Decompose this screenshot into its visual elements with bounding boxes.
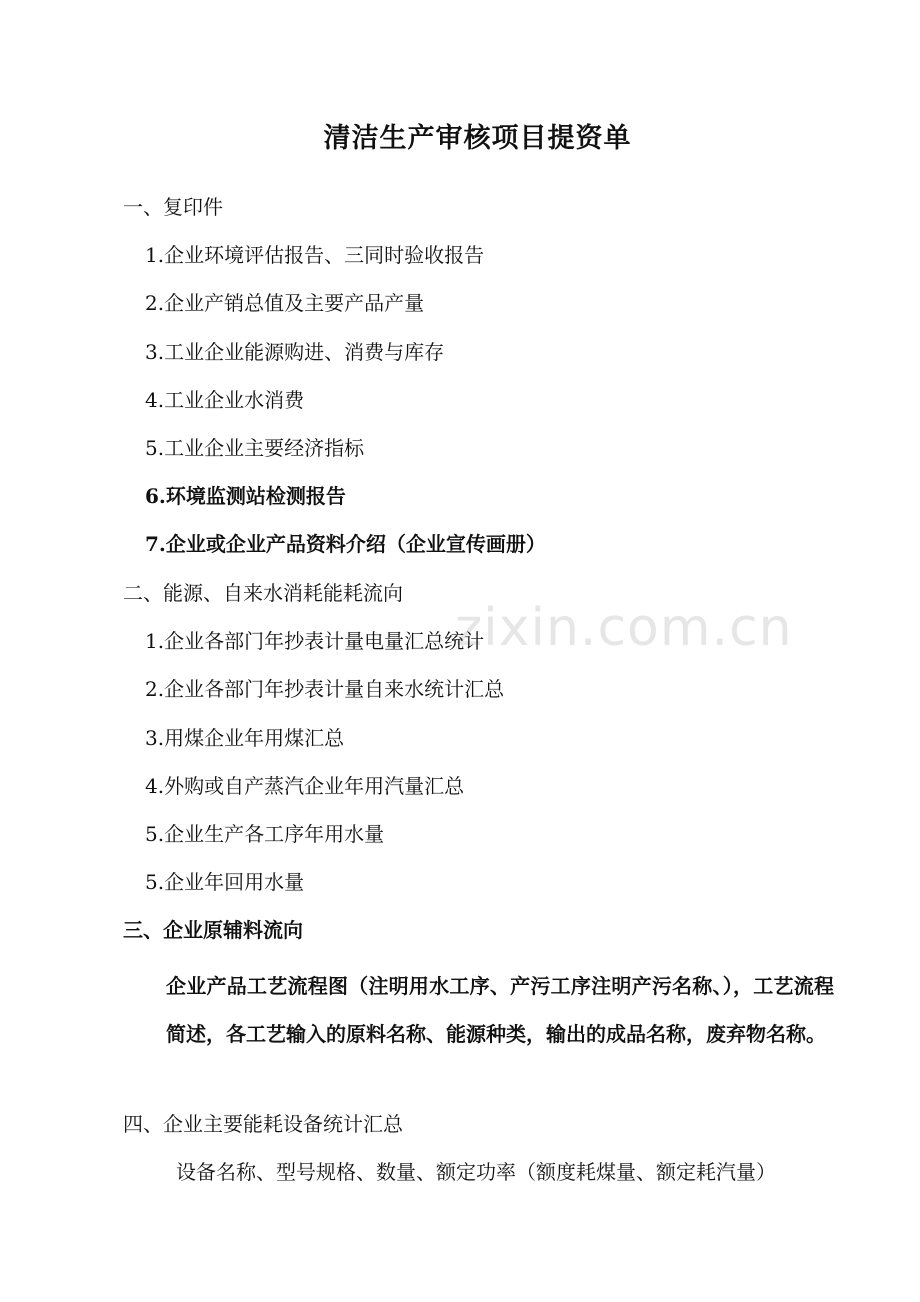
section-1-item-1: 1.企业环境评估报告、三同时验收报告: [145, 243, 485, 267]
section-1-item-5: 5.工业企业主要经济指标: [145, 436, 365, 460]
section-2-heading: 二、能源、自来水消耗能耗流向: [123, 581, 403, 605]
section-4-detail: 设备名称、型号规格、数量、额定功率（额度耗煤量、额定耗汽量）: [176, 1160, 776, 1184]
section-4-heading: 四、企业主要能耗设备统计汇总: [123, 1112, 403, 1136]
section-3-heading: 三、企业原辅料流向: [123, 918, 303, 942]
watermark: zixin.com.cn: [455, 598, 793, 658]
section-2-item-1: 1.企业各部门年抄表计量电量汇总统计: [145, 629, 485, 653]
section-3-paragraph: 企业产品工艺流程图（注明用水工序、产污工序注明产污名称、），工艺流程简述，各工艺输入的原料名称、能源种类，输出的成品名称，废弃物名称。: [166, 974, 834, 1046]
section-2-item-2: 2.企业各部门年抄表计量自来水统计汇总: [145, 677, 505, 701]
section-1-item-7: 7.企业或企业产品资料介绍（企业宣传画册）: [145, 532, 546, 556]
section-1-heading: 一、复印件: [123, 195, 223, 219]
section-2-item-6: 5.企业年回用水量: [145, 870, 305, 894]
section-1-item-4: 4.工业企业水消费: [145, 388, 305, 412]
document-title: 清洁生产审核项目提资单: [323, 123, 632, 154]
section-1-item-2: 2.企业产销总值及主要产品产量: [145, 291, 425, 315]
section-1-item-6: 6.环境监测站检测报告: [145, 484, 346, 508]
section-1-item-3: 3.工业企业能源购进、消费与库存: [145, 340, 445, 364]
section-2-item-5: 5.企业生产各工序年用水量: [145, 822, 385, 846]
section-2-item-3: 3.用煤企业年用煤汇总: [145, 726, 345, 750]
section-2-item-4: 4.外购或自产蒸汽企业年用汽量汇总: [145, 774, 465, 798]
